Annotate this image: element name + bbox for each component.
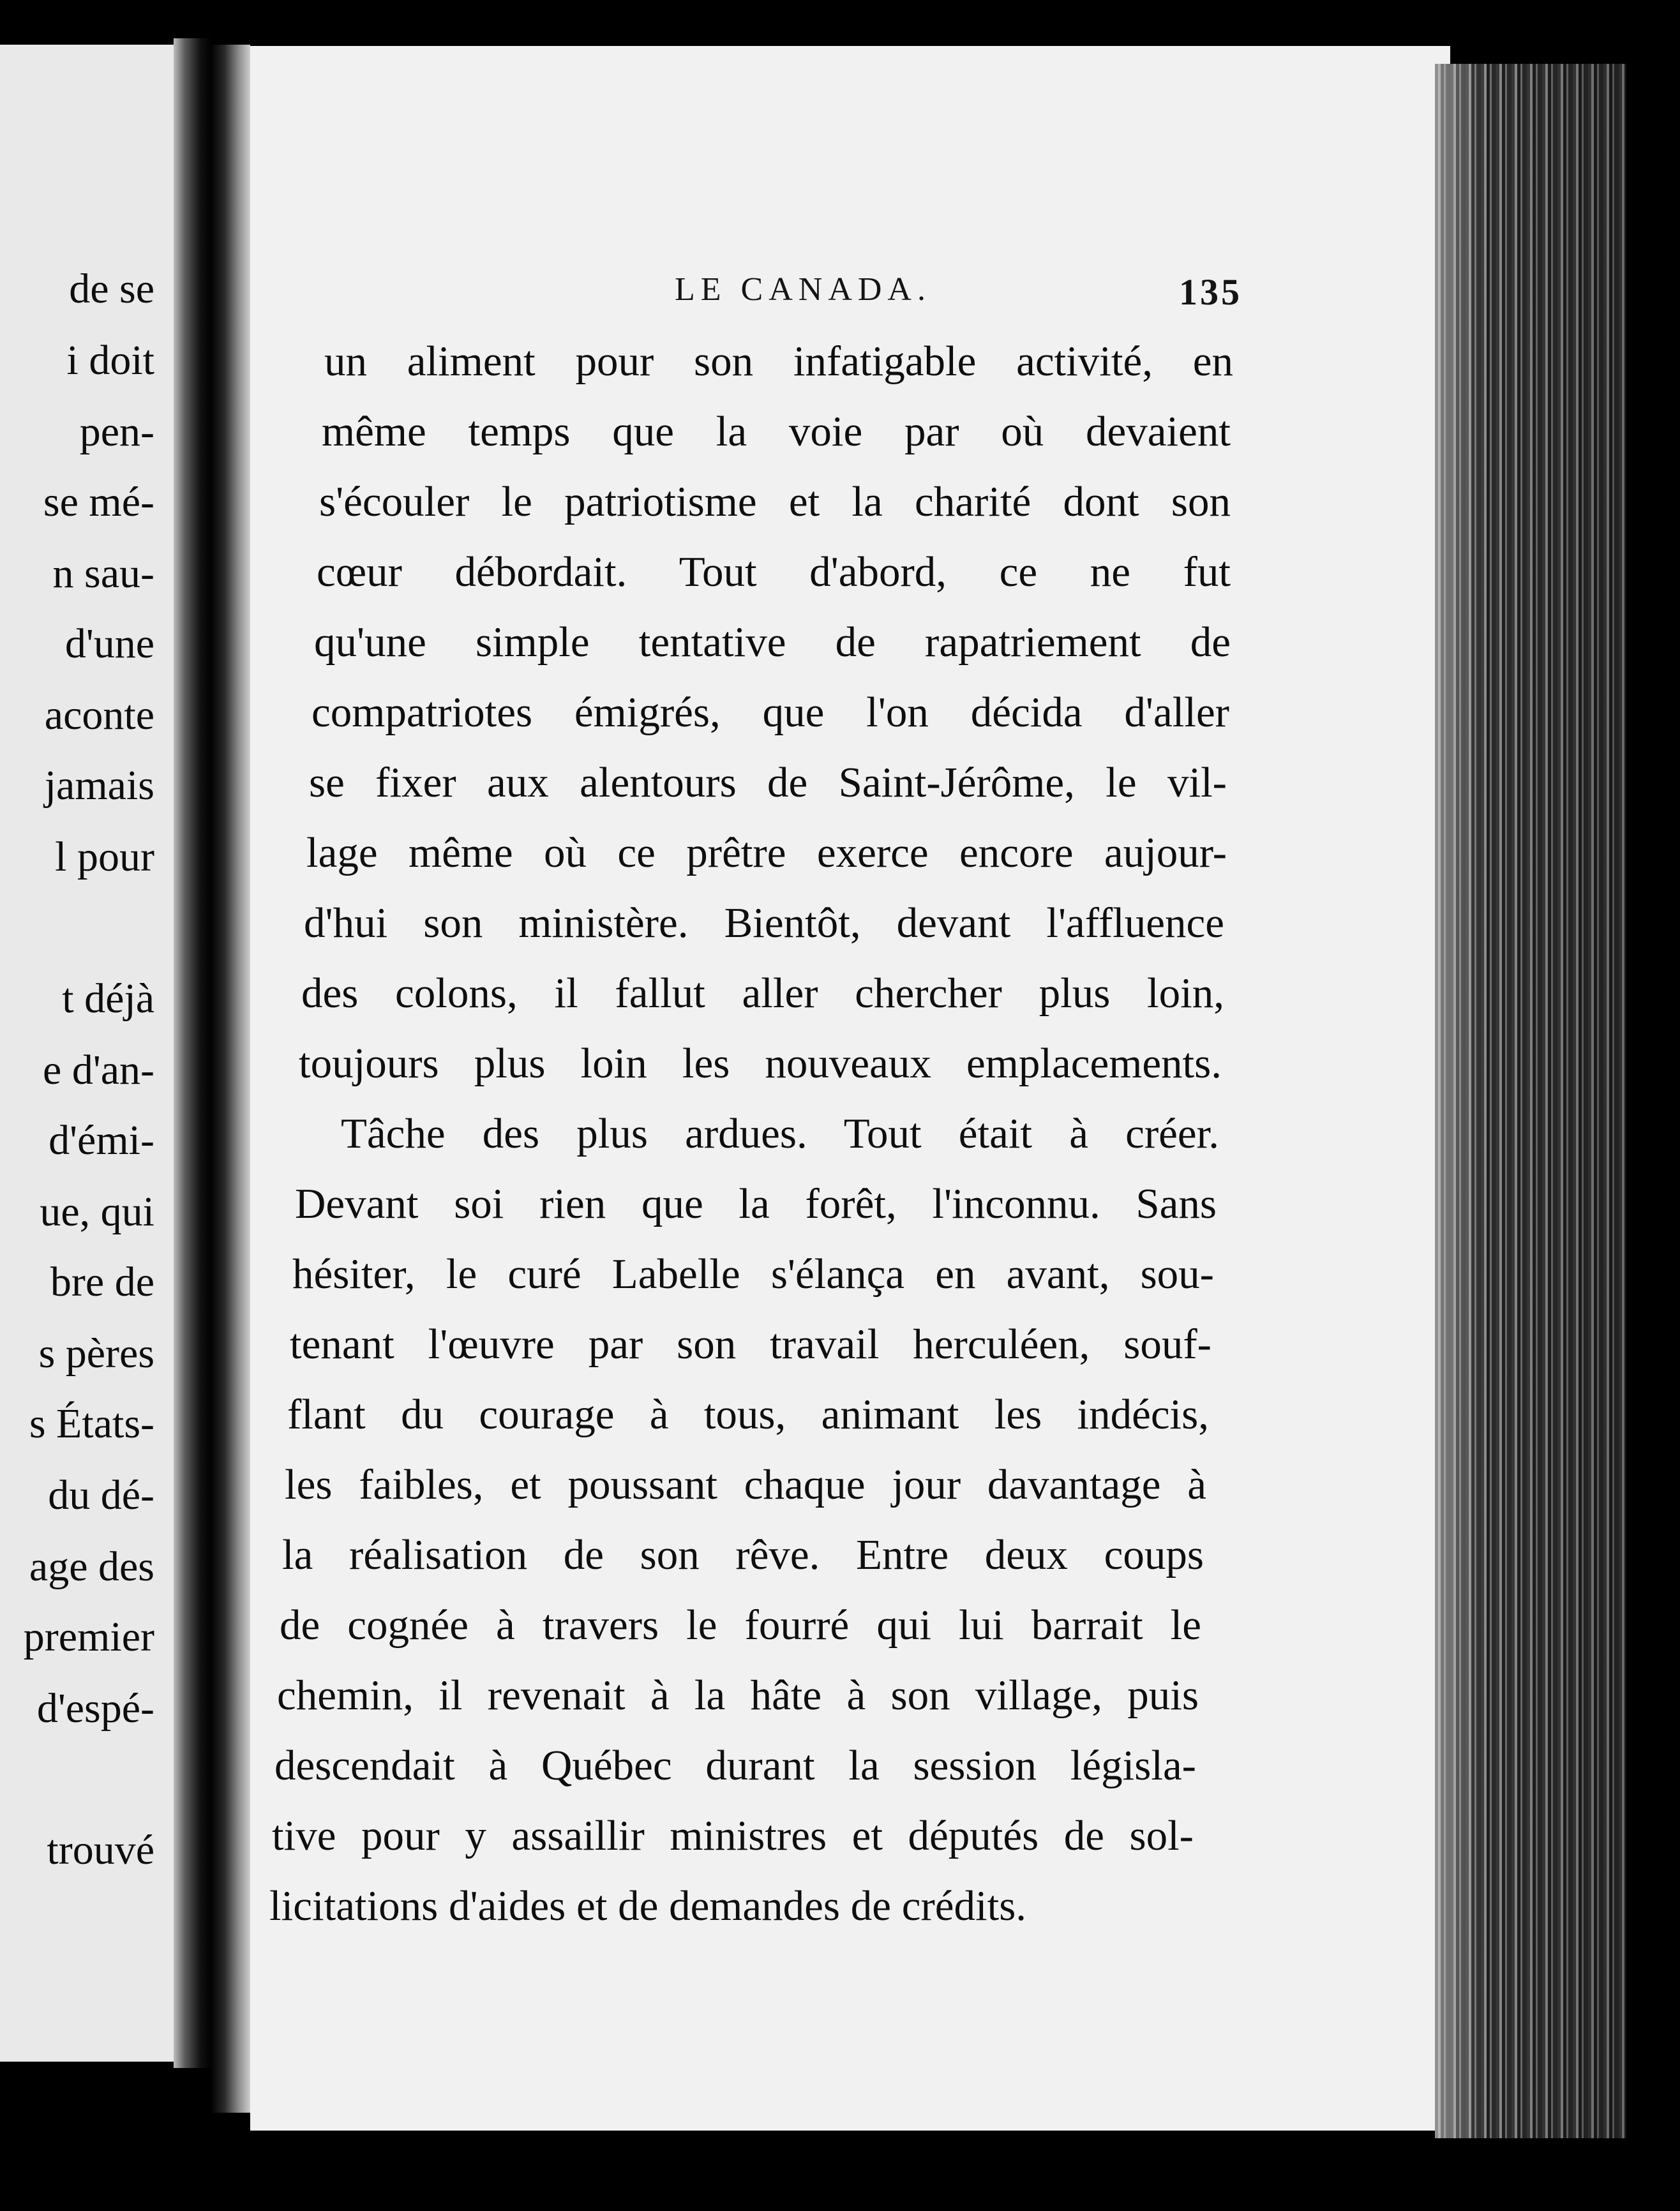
right-page: [250, 46, 1450, 2131]
body-line: se fixer aux alentours de Saint-Jérôme, le vil-: [309, 759, 1227, 806]
body-line: tive pour y assaillir ministres et députés de sol-: [272, 1812, 1194, 1859]
body-line: cœur débordait. Tout d'abord, ce ne fut: [317, 548, 1231, 596]
body-line: tenant l'œuvre par son travail herculéen, souf-: [290, 1321, 1211, 1368]
left-page-line: pen-: [79, 408, 154, 455]
left-page-line: du dé-: [48, 1472, 154, 1518]
left-page-line: n sau-: [52, 550, 154, 597]
body-line: lage même où ce prêtre exerce encore aujour-: [306, 829, 1227, 876]
body-line: s'écouler le patriotisme et la charité dont son: [319, 478, 1231, 525]
running-head: LE CANADA.: [675, 271, 931, 308]
body-line: compatriotes émigrés, que l'on décida d'aller: [311, 689, 1229, 736]
body-line: flant du courage à tous, animant les indécis,: [287, 1391, 1209, 1438]
left-page-line: age des: [29, 1543, 154, 1590]
body-line: Tâche des plus ardues. Tout était à créer.: [341, 1110, 1219, 1157]
left-page-line: ue, qui: [40, 1188, 154, 1235]
left-page-line: d'espé-: [36, 1685, 154, 1732]
body-line: toujours plus loin les nouveaux emplacements.: [299, 1040, 1222, 1087]
body-line: la réalisation de son rêve. Entre deux coups: [282, 1531, 1204, 1578]
body-line: les faibles, et poussant chaque jour davantage à: [285, 1461, 1206, 1508]
page-stack-shadow: [1435, 64, 1626, 2138]
left-page-line: i doit: [66, 337, 154, 384]
left-page-line: s États-: [29, 1400, 154, 1447]
body-line: licitations d'aides et de demandes de crédits.: [269, 1882, 1027, 1930]
left-page-line: e d'an-: [43, 1047, 154, 1093]
page-number: 135: [1179, 271, 1242, 313]
left-page-line: se mé-: [43, 479, 154, 525]
body-line: chemin, il revenait à la hâte à son village, puis: [277, 1672, 1199, 1719]
body-line: même temps que la voie par où devaient: [322, 408, 1231, 455]
body-line: qu'une simple tentative de rapatriement de: [314, 618, 1231, 666]
body-line: Devant soi rien que la forêt, l'inconnu. Sans: [295, 1180, 1217, 1227]
page-binding-edge: [211, 45, 250, 2113]
left-page-line: premier: [23, 1614, 154, 1660]
book-gutter: [174, 38, 212, 2068]
body-line: d'hui son ministère. Bientôt, devant l'affluence: [304, 899, 1224, 947]
left-page-line: jamais: [44, 762, 154, 809]
left-page-line: d'une: [64, 620, 154, 667]
left-page-line: de se: [69, 266, 154, 312]
left-page-line: t déjà: [62, 975, 154, 1022]
left-page-line: trouvé: [47, 1827, 154, 1873]
body-line: hésiter, le curé Labelle s'élança en avant, sou-: [292, 1250, 1214, 1298]
left-page-line: bre de: [50, 1259, 154, 1305]
left-page: [0, 45, 185, 2062]
body-line: un aliment pour son infatigable activité, en: [324, 338, 1233, 385]
body-line: des colons, il fallut aller chercher plus loin,: [301, 970, 1224, 1017]
left-page-line: l pour: [55, 834, 154, 880]
left-page-line: d'émi-: [49, 1117, 154, 1164]
left-page-line: aconte: [44, 692, 154, 738]
body-line: de cognée à travers le fourré qui lui barrait le: [280, 1601, 1201, 1649]
body-line: descendait à Québec durant la session législa-: [274, 1742, 1196, 1789]
left-page-line: s pères: [38, 1330, 154, 1377]
